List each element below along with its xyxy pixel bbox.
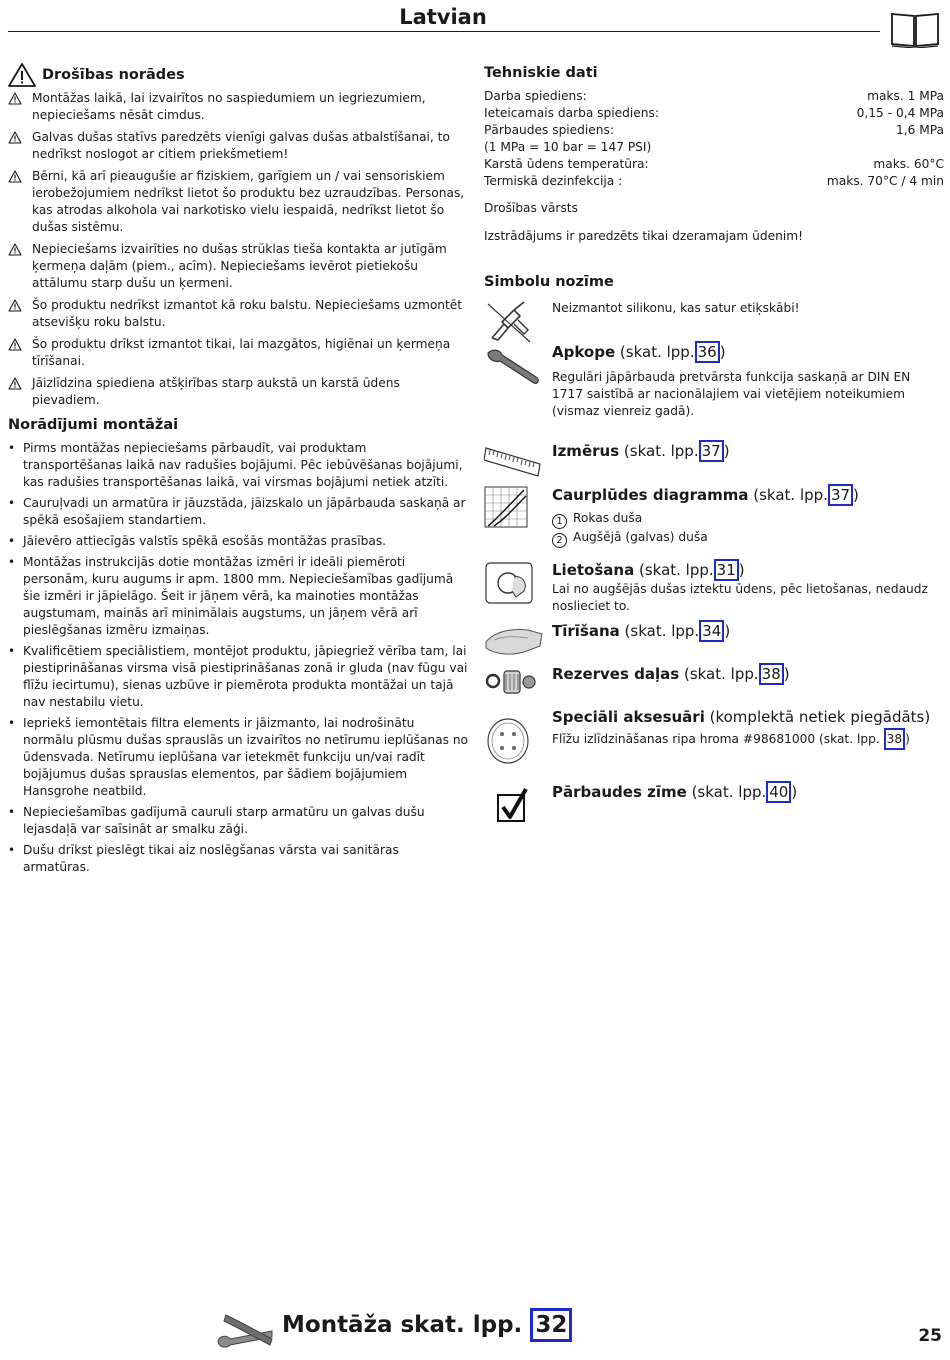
accessories-page-link[interactable]: 38 [884,728,906,750]
right-column [484,62,944,801]
tech-data-label: Termiskā dezinfekcija : [484,174,623,188]
safety-warning-text: Bērni, kā arī pieaugušie ar fiziskiem, garīgiem un / vai sensoriskiem ierobežojumiem nedrīkst lietot šo produktu bez uzraudzības. Personas, kas atrodas alkohola vai narkotisko vielu iespaidā, nedrīkst lietot šo dušas sistēmu. [32,169,465,234]
safety-warning-text: Šo produktu drīkst izmantot tikai, lai mazgātos, higiēnai un ķermeņa tīrīšanai. [32,337,451,368]
tech-data-row [484,122,944,139]
flow-item-number: 1 [552,514,567,529]
tech-data-label: Karstā ūdens temperatūra: [484,157,649,171]
dimensions-page-link[interactable]: 37 [699,440,724,462]
bullet-dot: • [8,496,16,510]
flow-item-2 [552,529,944,548]
cleaning-hand-icon [484,624,544,658]
usage-hand-icon [484,561,534,605]
mounting-bullet-text: Kvalificētiem speciālistiem, montējot produktu, jāpiegriež vērība tam, lai piestiprināšanas virsma visā piestiprināšanas zonā ir gluda (nav fūgu vai flīžu iecirtumu), sienas uzbūve ir piemērota produkta montāžai un tajā nav nestabilu vietu. [23,644,468,709]
care-page-link[interactable]: 36 [695,341,720,363]
tech-data-table [484,88,944,190]
spare-title: Rezerves daļas [552,665,680,683]
left-column [8,62,468,880]
safety-warning-text: Nepieciešams izvairīties no dušas strūklas tieša kontakta ar jutīgām ķermeņa daļām (piem., acīm). Nepieciešams ievērot pietiekošu attālumu starp dušu un ķermeni. [32,242,447,290]
warning-icon [8,243,22,256]
safety-warning-item [8,168,468,236]
care-title-row [552,341,944,363]
tech-data-label: (1 MPa = 10 bar = 147 PSI) [484,140,652,154]
tech-data-value: 0,15 - 0,4 MPa [856,106,944,120]
safety-warning-item [8,90,468,124]
tech-data-value: maks. 1 MPa [867,89,944,103]
spare-page-link[interactable]: 38 [759,663,784,685]
tech-data-row [484,156,944,173]
warning-icon [8,62,36,88]
usage-title: Lietošana [552,561,635,579]
check-mark-icon [496,787,528,823]
warning-icon [8,170,22,183]
care-ref: (skat. lpp. [619,343,695,361]
tech-data-row [484,173,944,190]
mounting-bullet-item [8,643,468,711]
spare-title-row [552,663,944,685]
spare-ref: (skat. lpp. [683,665,759,683]
warning-icon [8,92,22,105]
mounting-bullet-text: Jāievēro attiecīgās valstīs spēkā esošās montāžas prasības. [23,534,387,548]
safety-title: Drošības norādes [42,67,185,83]
page-title: Latvian [399,5,487,29]
symbols-title: Simbolu nozīme [484,274,614,290]
dimensions-ref: (skat. lpp. [623,442,699,460]
safety-valve-text: Drošības vārsts [484,201,578,215]
care-text: Regulāri jāpārbauda pretvārsta funkcija saskaņā ar DIN EN 1717 saistībā ar nacionālajiem vai vietējiem noteikumiem (vismaz vienreiz gadā). [552,370,911,418]
bullet-dot: • [8,441,16,455]
safety-warning-item [8,297,468,331]
safety-warning-item [8,336,468,370]
safety-warning-text: Šo produktu nedrīkst izmantot kā roku balstu. Nepieciešams uzmontēt atsevišķu roku balstu. [32,298,463,329]
spare-parts-icon [484,665,538,699]
flow-item-number: 2 [552,533,567,548]
page-number: 25 [918,1326,942,1346]
tech-data-value: maks. 60°C [873,157,944,171]
safety-warning-item [8,241,468,292]
safety-warning-item [8,375,468,409]
warning-icon [8,299,22,312]
test-close: ) [791,783,798,801]
usage-text: Lai no augšējās dušas iztektu ūdens, pēc lietošanas, nedaudz noslieciet to. [552,582,928,613]
tech-data-label: Darba spiediens: [484,89,587,103]
usage-ref: (skat. lpp. [638,561,714,579]
bullet-dot: • [8,555,16,569]
cleaning-ref: (skat. lpp. [624,622,700,640]
footer-page-link[interactable]: 32 [530,1308,572,1342]
mounting-bullet-item [8,533,468,550]
footer-text: Montāža skat. lpp. [282,1312,523,1338]
dimensions-title: Izmērus [552,442,620,460]
warning-icon [8,377,22,390]
care-title: Apkope [552,343,616,361]
flow-item-1 [552,510,944,529]
bullet-dot: • [8,644,16,658]
mounting-title: Norādījumi montāžai [8,417,179,433]
flow-title-row [552,484,944,506]
usage-page-link[interactable]: 31 [714,559,739,581]
tech-data-label: Ieteicamais darba spiediens: [484,106,659,120]
warning-icon [8,338,22,351]
tech-data-row [484,105,944,122]
cleaning-page-link[interactable]: 34 [699,620,724,642]
test-title-row [552,781,944,803]
mounting-bullet-item [8,495,468,529]
mounting-bullet-text: Nepieciešamības gadījumā cauruli starp armatūru un galvas dušu lejasdaļā var saīsināt ar smalku zāģi. [23,805,425,836]
usage-close: ) [738,561,745,579]
mounting-bullet-item [8,715,468,800]
bullet-dot: • [8,534,16,548]
mounting-bullet-item [8,804,468,838]
footer-mounting-ref [282,1308,572,1342]
bullet-dot: • [8,805,16,819]
cleaning-title: Tīrīšana [552,622,620,640]
mounting-bullet-text: Montāžas instrukcijās dotie montāžas izmēri ir ideāli piemēroti personām, kuru augums ir apm. 1800 mm. Nepieciešamības gadījumā šie izmēri ir jāpielāgo. Šeit ir jāņem vērā, ka mainoties montāžas augstumam, mainās arī minimālais augstums, un jāņem vērā arī pieslēgšanas izmēru izmaiņas. [23,555,454,637]
flow-item-label: Augšējā (galvas) duša [573,530,708,544]
tile-disc-icon [484,716,532,766]
warning-icon [8,131,22,144]
mounting-bullet-item [8,554,468,639]
tech-data-row [484,139,944,156]
flow-diagram-icon [484,486,528,528]
care-close: ) [719,343,726,361]
cleaning-close: ) [724,622,731,640]
cleaning-title-row [552,620,944,642]
mounting-bullet-item [8,440,468,491]
test-ref: (skat. lpp. [691,783,767,801]
accessories-text-row [552,728,944,750]
flow-close: ) [853,486,859,504]
test-page-link[interactable]: 40 [766,781,791,803]
flow-ref: (skat. lpp. [753,486,828,504]
safety-warning-text: Jāizlīdzina spiediena atšķirības starp aukstā un karstā ūdens pievadiem. [32,376,400,407]
mounting-bullet-text: Iepriekš iemontētais filtra elements ir jāizmanto, lai nodrošinātu normālu plūsmu dušas sprauslās un izvairītos no netīrumu ieplūšanas no ūdensvada. Netīrumu ieplūšana var ietekmēt funkciju un/vai radīt bojājumus dušas sprauslas elementos, par šādiem bojājumiem Hansgrohe neatbild. [23,716,469,798]
safety-warning-text: Galvas dušas statīvs paredzēts vienīgi galvas dušas atbalstīšanai, to nedrīkst noslogot ar citiem priekšmetiem! [32,130,450,161]
test-title: Pārbaudes zīme [552,783,687,801]
mounting-bullet-text: Cauruļvadi un armatūra ir jāuzstāda, jāizskalo un jāpārbauda saskaņā ar spēkā esošajiem standartiem. [23,496,466,527]
wrench-screwdriver-icon [216,1311,274,1351]
accessories-text: Flīžu izlīdzināšanas ripa hroma #98681000 (skat. lpp. [552,732,880,746]
dimensions-title-row [552,440,944,462]
accessories-ref: (komplektā netiek piegādāts) [709,708,931,726]
bullet-dot: • [8,843,16,857]
tech-data-value: maks. 70°C / 4 min [826,174,944,188]
usage-title-row [552,559,944,581]
safety-heading [8,62,468,88]
mounting-bullet-list [8,440,468,876]
tech-title: Tehniskie dati [484,65,598,81]
tech-data-row [484,88,944,105]
safety-warning-text: Montāžas laikā, lai izvairītos no saspiedumiem un iegriezumiem, nepieciešams nēsāt cimdus. [32,91,426,122]
drinking-water-text: Izstrādājums ir paredzēts tikai dzeramajam ūdenim! [484,229,803,243]
flow-title: Caurplūdes diagramma [552,486,749,504]
book-icon [890,10,940,48]
safety-warning-list [8,90,468,409]
dimensions-close: ) [723,442,730,460]
mounting-bullet-text: Dušu drīkst pieslēgt tikai aiz noslēgšanas vārsta vai sanitāras armatūras. [23,843,399,874]
ruler-icon [484,442,542,480]
accessories-title-row [552,706,944,728]
wrench-icon [484,347,542,387]
spare-close: ) [783,665,790,683]
header-rule [8,31,880,32]
accessories-title: Speciāli aksesuāri [552,708,705,726]
tech-data-value: 1,6 MPa [895,123,944,137]
bullet-dot: • [8,716,16,730]
silicone-text: Neizmantot silikonu, kas satur etiķskābi! [552,301,800,315]
silicone-gun-icon [484,300,536,344]
safety-warning-item [8,129,468,163]
flow-item-label: Rokas duša [573,511,643,525]
flow-page-link[interactable]: 37 [828,484,853,506]
tech-data-label: Pārbaudes spiediens: [484,123,614,137]
accessories-close: ) [905,732,910,746]
mounting-bullet-item [8,842,468,876]
mounting-bullet-text: Pirms montāžas nepieciešams pārbaudīt, vai produktam transportēšanas laikā nav radušies bojājumi. Pēc iebūvēšanas bojājumi, kas radušies transportēšanas laikā, vai virsmas bojājumi netiek atzīti. [23,441,463,489]
